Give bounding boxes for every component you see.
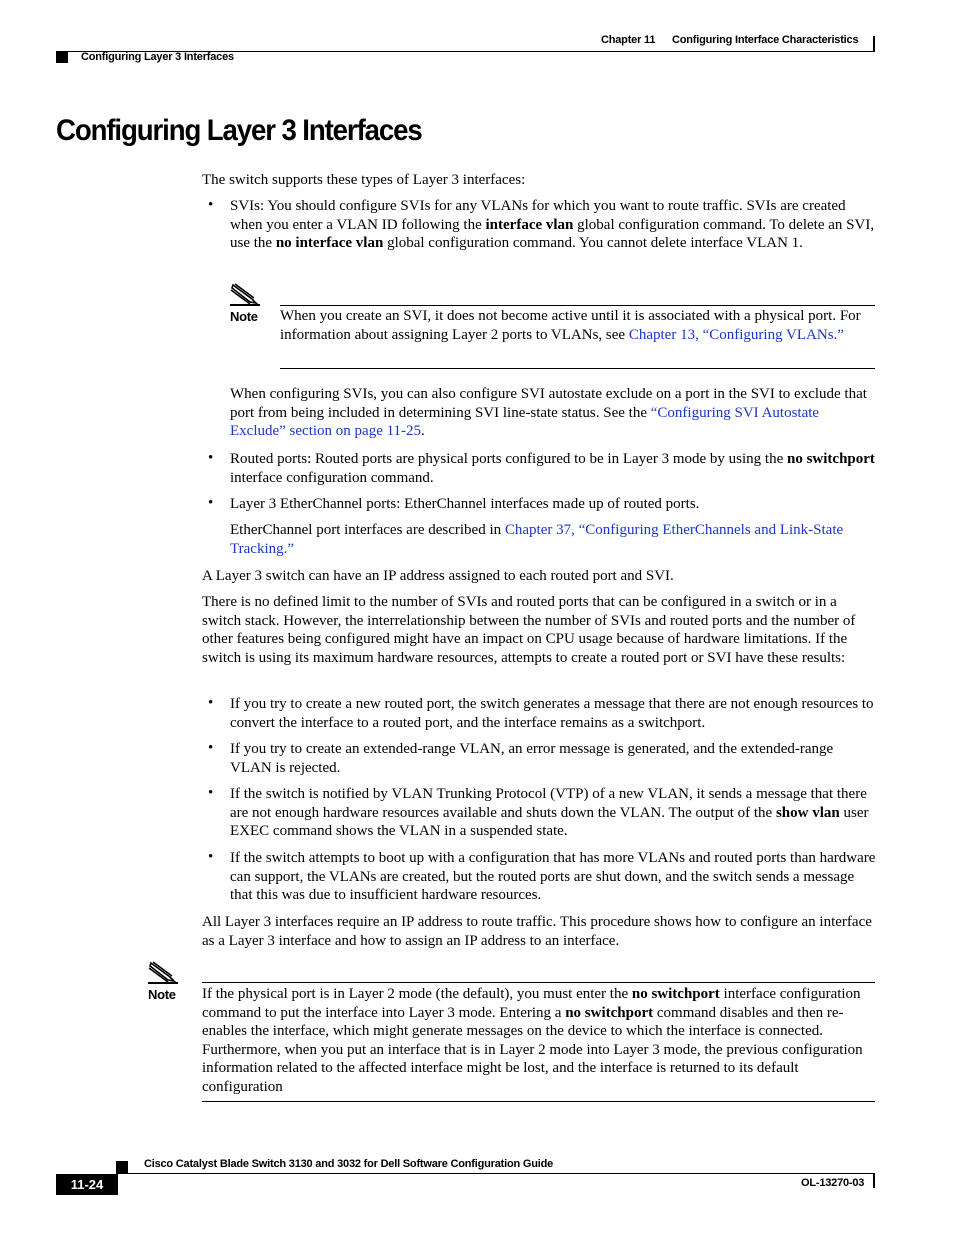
bullet-routed-ports: Routed ports: Routed ports are physical ports configured to be in Layer 3 mode by using the no switchport interface configuration command. xyxy=(230,451,875,486)
layer3-address-paragraph: A Layer 3 switch can have an IP address assigned to each routed port and SVI. xyxy=(202,568,674,584)
intro-paragraph: The switch supports these types of Layer 3 interfaces: xyxy=(202,172,526,188)
header-bar xyxy=(873,36,875,51)
bullet-dot: • xyxy=(208,695,214,711)
header-chapter: Chapter 11 xyxy=(601,34,656,46)
bullet-dot: • xyxy=(208,849,214,865)
bullet-dot: • xyxy=(208,495,214,511)
note-text: If the physical port is in Layer 2 mode (the default), you must enter the no switchport interface configuration command to put the interface into Layer 3 mode. Entering a no switchport command disables and then re-enables the interface, which might generate messages on the device to which the interface is connected. Furthermore, when you put an interface that is in Layer 2 mode into Layer 3 mode, the previous configuration information related to the affected interface might be lost, and the interface is returned to its default configuration xyxy=(202,986,863,1095)
ip-address-paragraph: All Layer 3 interfaces require an IP address to route traffic. This procedure shows how to configure an interface as a Layer 3 interface and how to assign an IP address to an interface. xyxy=(202,914,872,949)
page-title: Configuring Layer 3 Interfaces xyxy=(56,114,422,147)
pencil-icon xyxy=(230,282,262,306)
result-vtp: If the switch is notified by VLAN Trunking Protocol (VTP) of a new VLAN, it sends a message that there are not enough hardware resources available and shuts down the VLAN. The output of the show vlan user EXEC command shows the VLAN in a suspended state. xyxy=(230,786,869,840)
footer-rule xyxy=(116,1173,875,1174)
bullet-dot: • xyxy=(208,785,214,801)
header-chapter-title: Configuring Interface Characteristics xyxy=(672,34,859,46)
svi-autostate-paragraph: When configuring SVIs, you can also configure SVI autostate exclude on a port in the SVI to exclude that port from being included in determining SVI line-state status. See the “Configuring SVI Autostate Exclude” section on page 11-25. xyxy=(230,386,867,440)
bullet-etherchannel: Layer 3 EtherChannel ports: EtherChannel interfaces made up of routed ports. xyxy=(230,496,700,512)
bullet-dot: • xyxy=(208,450,214,466)
limits-paragraph: There is no defined limit to the number of SVIs and routed ports that can be configured in a switch or in a switch stack. However, the interrelationship between the number of SVIs and routed ports and the number of other features being configured might have an impact on CPU usage because of hardware limitations. If the switch is using its maximum hardware resources, attempts to create a routed port or SVI have these results: xyxy=(202,594,856,666)
header-section: Configuring Layer 3 Interfaces xyxy=(81,51,234,63)
result-routed-port: If you try to create a new routed port, the switch generates a message that there are not enough resources to convert the interface to a routed port, and the interface remains as a switchport. xyxy=(230,696,874,731)
note-label: Note xyxy=(148,987,176,1002)
bullet-dot: • xyxy=(208,740,214,756)
note-rule-bottom xyxy=(202,1101,875,1102)
note-text: When you create an SVI, it does not become active until it is associated with a physical port. For information about assigning Layer 2 ports to VLANs, see Chapter 13, “Configuring VLANs.” xyxy=(280,308,861,343)
footer-square xyxy=(116,1161,128,1173)
link-svi-autostate[interactable]: “Configuring SVI Autostate Exclude” section on page 11-25 xyxy=(230,404,820,440)
bullet-svis: SVIs: You should configure SVIs for any VLANs for which you want to route traffic. SVIs are created when you enter a VLAN ID following the interface vlan global configuration command. To delete an SVI, use the no interface vlan global configuration command. You cannot delete interface VLAN 1. xyxy=(230,198,875,252)
bullet-dot: • xyxy=(208,197,214,213)
note-label: Note xyxy=(230,309,258,324)
footer-bar xyxy=(873,1173,875,1188)
link-chapter-37[interactable]: Chapter 37, “Configuring EtherChannels and Link-State Tracking.” xyxy=(230,522,844,557)
footer-doc-id: OL-13270-03 xyxy=(801,1177,865,1189)
etherchannel-paragraph: EtherChannel port interfaces are described in Chapter 37, “Configuring EtherChannels and Link-State Tracking.” xyxy=(230,522,844,557)
footer-guide-title: Cisco Catalyst Blade Switch 3130 and 3032 for Dell Software Configuration Guide xyxy=(144,1158,554,1170)
note-rule-bottom xyxy=(280,368,875,369)
result-extended-vlan: If you try to create an extended-range VLAN, an error message is generated, and the extended-range VLAN is rejected. xyxy=(230,741,834,776)
note-rule-top xyxy=(202,982,875,983)
page-number: 11-24 xyxy=(56,1174,118,1195)
result-boot: If the switch attempts to boot up with a configuration that has more VLANs and routed ports than hardware can support, the VLANs are created, but the routed ports are shut down, and the switch sends a message that this was due to insufficient hardware resources. xyxy=(230,850,876,904)
link-chapter-13[interactable]: Chapter 13, “Configuring VLANs.” xyxy=(628,326,844,343)
header-square xyxy=(56,52,68,63)
pencil-icon xyxy=(148,960,180,984)
note-rule-top xyxy=(280,305,875,306)
